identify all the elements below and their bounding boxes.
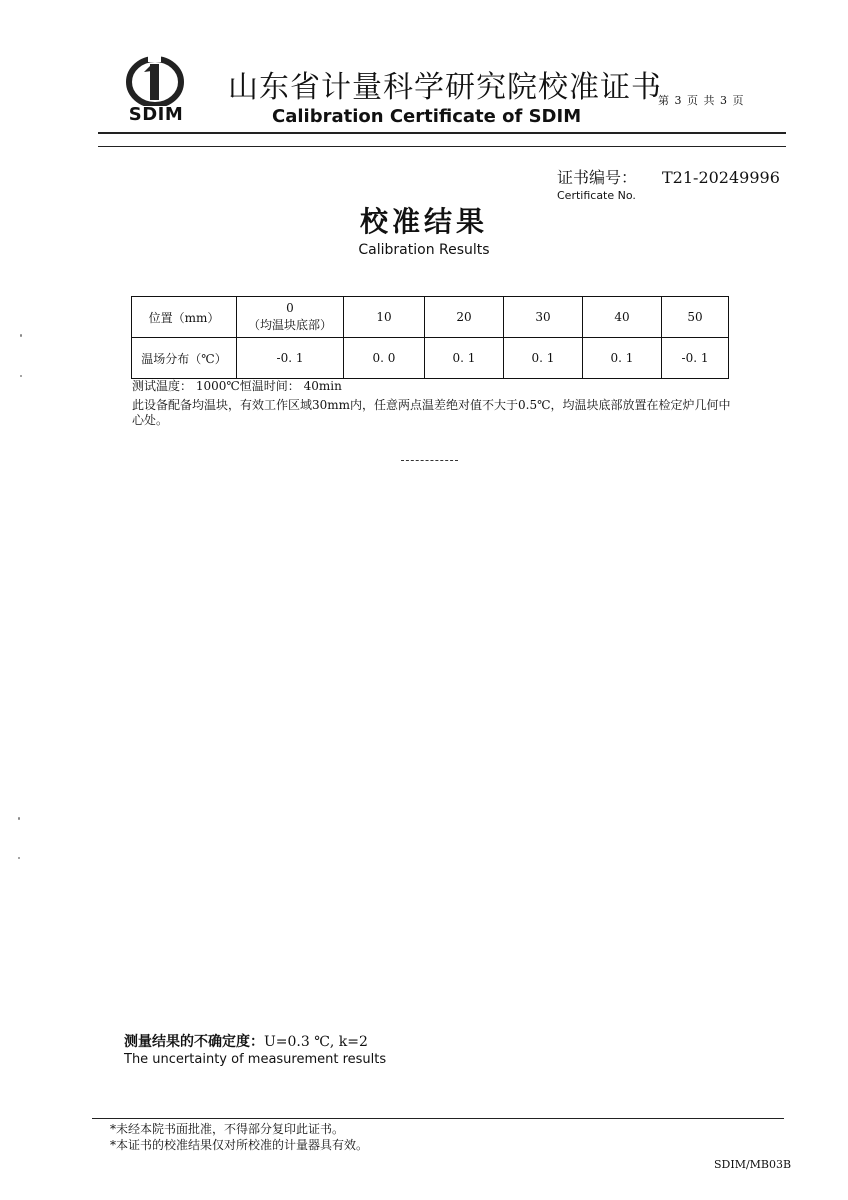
position-value: 0 (286, 301, 294, 315)
table-cell: 10 (344, 297, 425, 338)
table-cell: 50 (662, 297, 729, 338)
certificate-no-label: 证书编号： (557, 168, 638, 187)
header-rule-thin (98, 146, 786, 147)
scan-speck (20, 334, 22, 337)
section-title-en: Calibration Results (358, 242, 490, 258)
footer-note: *本证书的校准结果仅对所校准的计量器具有效。 (110, 1138, 369, 1152)
table-cell: -0. 1 (662, 338, 729, 379)
uncertainty-label-en: The uncertainty of measurement results (124, 1052, 387, 1067)
logo-text: SDIM (128, 104, 184, 125)
certificate-title-en: Calibration Certificate of SDIM (272, 106, 582, 127)
table-row (132, 338, 729, 379)
footer-note: *未经本院书面批准，不得部分复印此证书。 (110, 1122, 345, 1136)
header-rule (98, 132, 786, 134)
table-cell: 40 (583, 297, 662, 338)
equipment-description: 此设备配备均温块，有效工作区域30mm内，任意两点温差绝对值不大于0.5℃，均温块底部放置在检定炉几何中心处。 (132, 398, 731, 427)
position-note: （均温块底部） (247, 318, 332, 332)
certificate-no-label-en: Certificate No. (557, 189, 636, 202)
test-conditions: 测试温度： 1000℃恒温时间： 40min (132, 379, 342, 393)
institute-title: 山东省计量科学研究院校准证书 (228, 70, 662, 105)
table-cell (237, 297, 344, 338)
form-code: SDIM/MB03B (714, 1158, 792, 1171)
table-cell: 0. 0 (344, 338, 425, 379)
page-indicator: 第 3 页 共 3 页 (658, 94, 745, 107)
row-header-temperature: 温场分布（℃） (132, 338, 237, 379)
scan-speck (18, 817, 20, 820)
scan-speck (20, 375, 22, 377)
scan-speck (18, 857, 20, 859)
table-cell: 20 (425, 297, 504, 338)
uncertainty-label: 测量结果的不确定度： (124, 1034, 264, 1050)
uncertainty-line (124, 1031, 368, 1051)
table-cell: -0. 1 (237, 338, 344, 379)
uncertainty-value: U=0.3 ℃, k=2 (264, 1034, 368, 1050)
table-cell: 30 (504, 297, 583, 338)
table-cell: 0. 1 (425, 338, 504, 379)
results-table (131, 296, 729, 379)
row-header-position: 位置（mm） (132, 297, 237, 338)
certificate-no-value: T21-20249996 (662, 168, 780, 187)
end-of-results-mark (401, 460, 458, 461)
section-title: 校准结果 (359, 205, 488, 238)
table-cell: 0. 1 (583, 338, 662, 379)
footer-rule (92, 1118, 784, 1119)
table-row (132, 297, 729, 338)
table-cell: 0. 1 (504, 338, 583, 379)
